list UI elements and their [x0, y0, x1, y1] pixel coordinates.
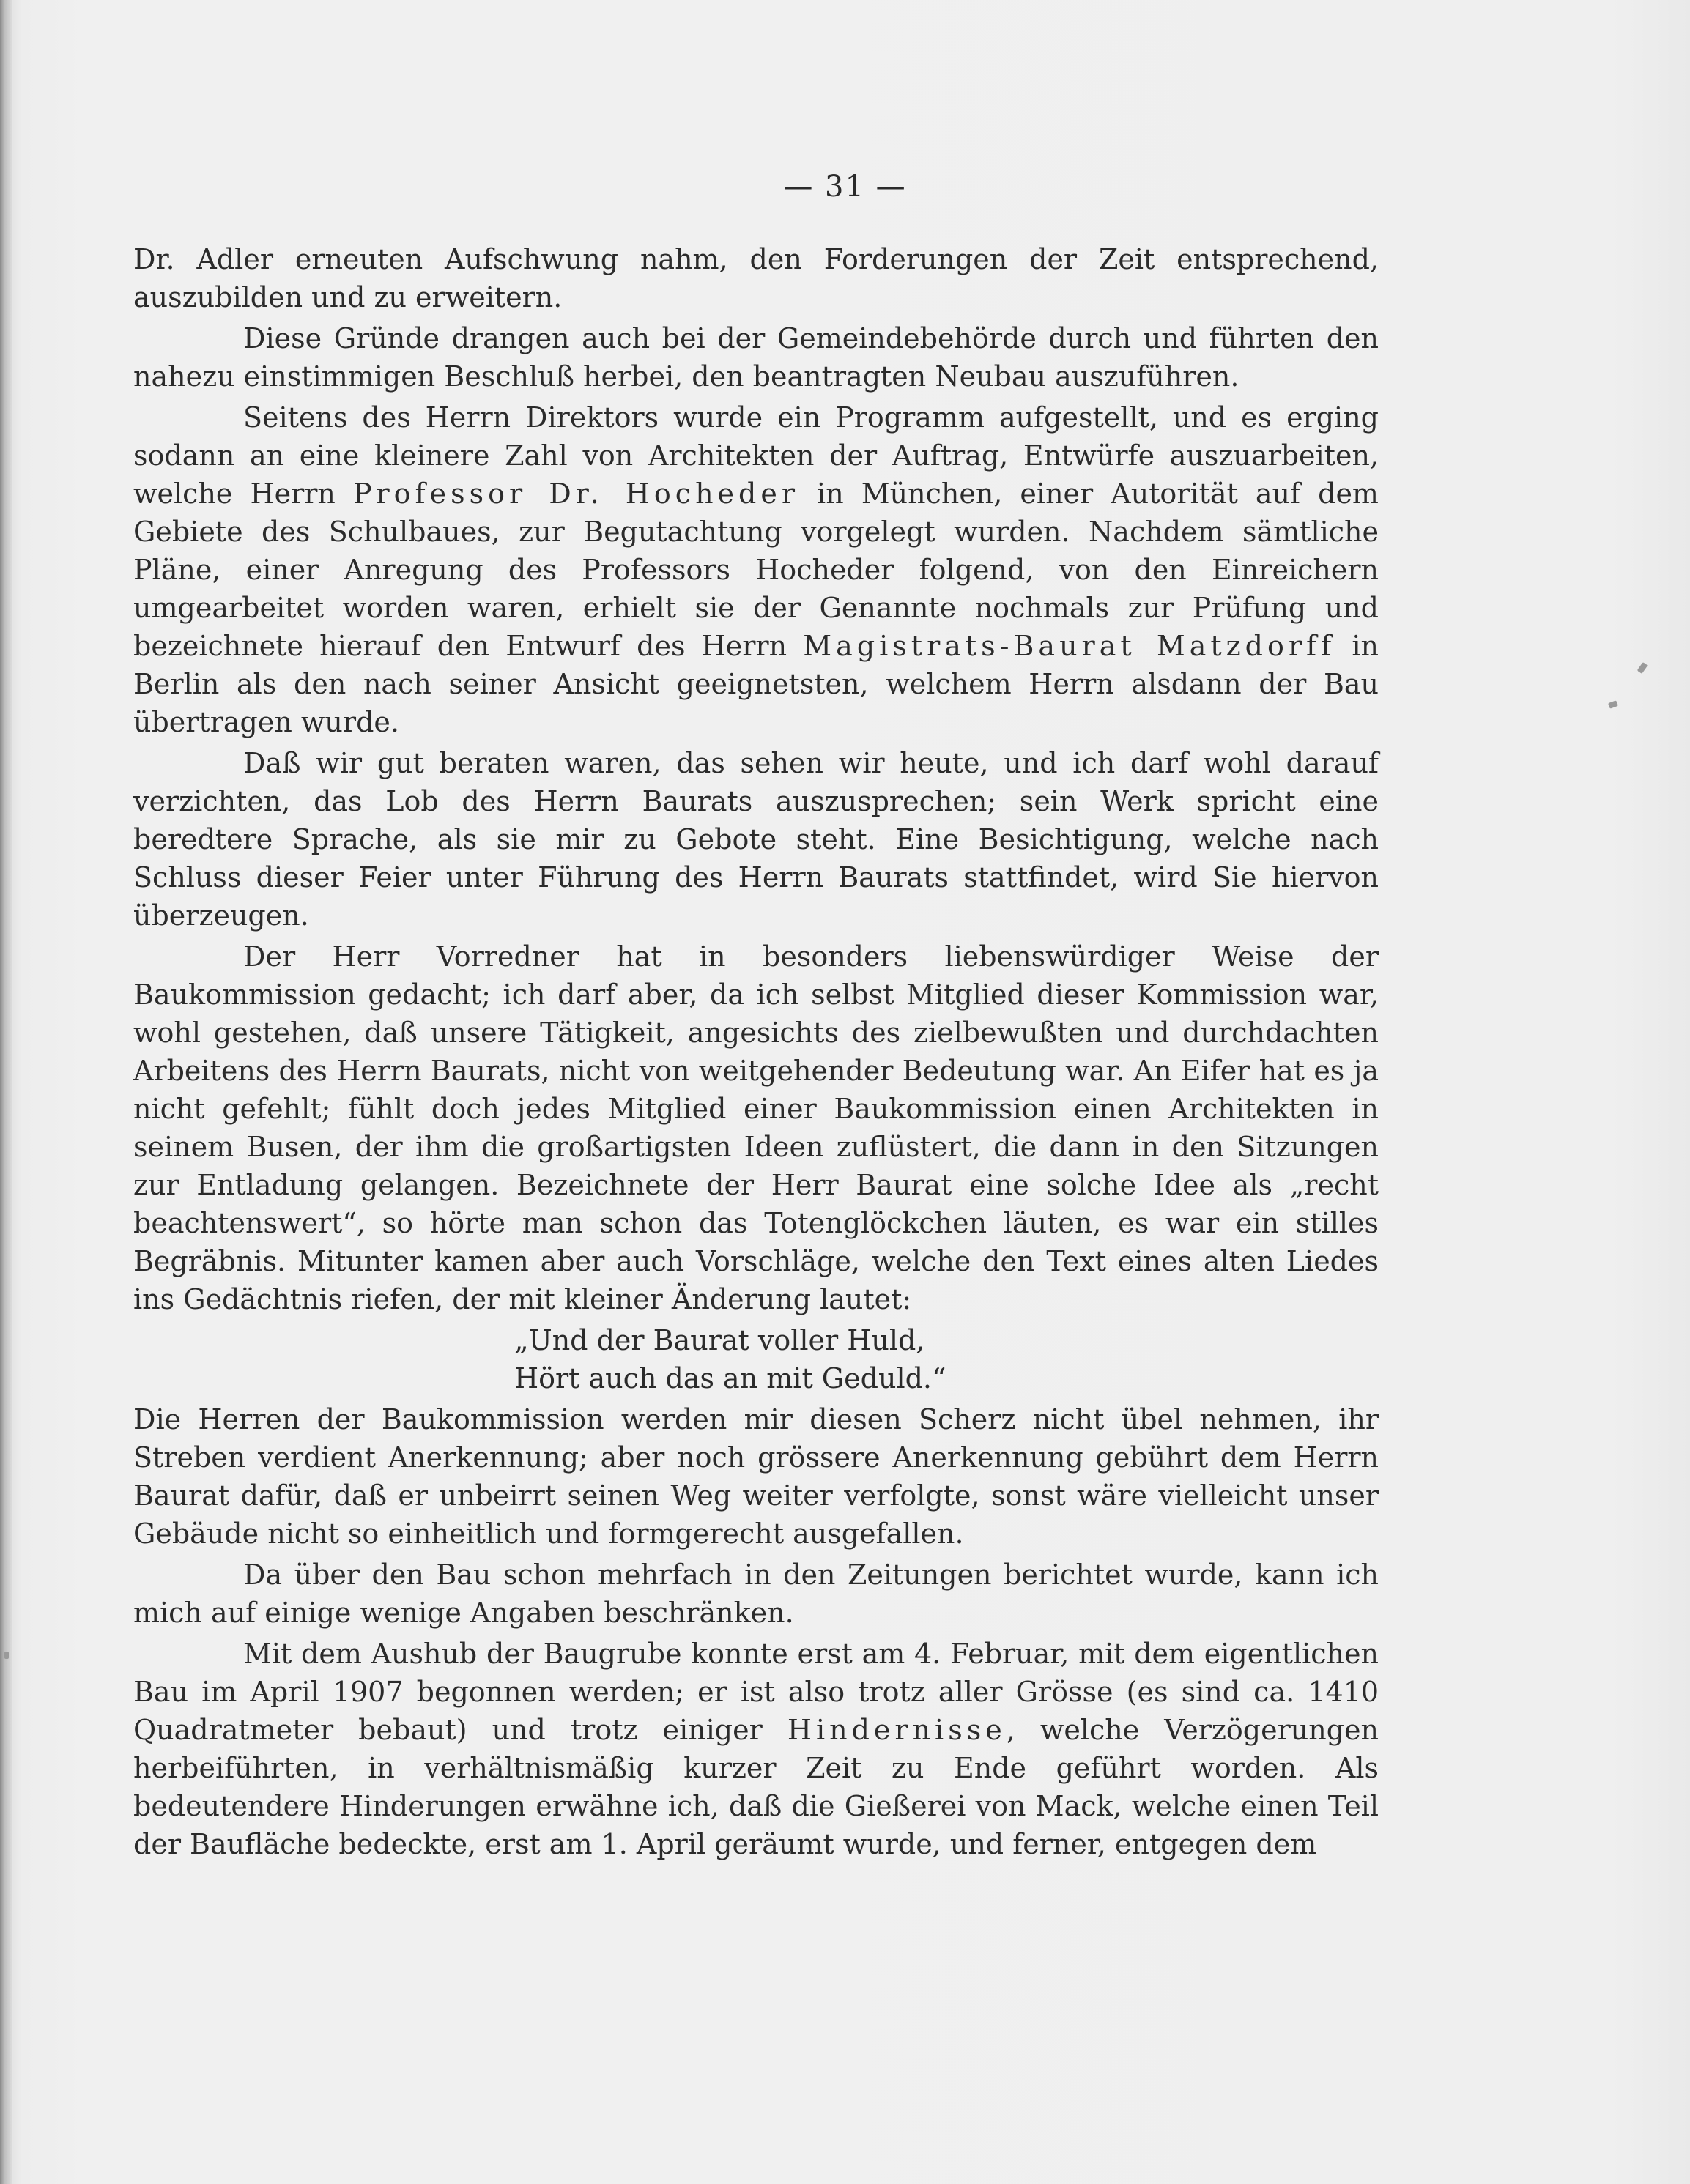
scan-speck: [1637, 662, 1648, 674]
scan-speck: [1608, 700, 1618, 709]
paragraph-3: [133, 398, 1379, 741]
paragraph-1: Dr. Adler erneuten Aufschwung nahm, den Forderungen der Zeit entsprechend, auszubilden und zu erweitern.: [133, 243, 1379, 313]
verse-line-1: „Und der Baurat voller Huld,: [514, 1324, 925, 1356]
paragraph-2: Diese Gründe drangen auch bei der Gemeindebehörde durch und führten den nahezu einstimmigen Beschluß herbei, den beantragten Neubau auszuführen.: [133, 322, 1379, 393]
paragraph-8-part-a: Mit dem Aushub der Baugrube konnte erst am 4. Februar, mit dem eigentlichen Bau im April 1907 begonnen werden; er ist also trotz aller Grösse (es sind ca. 1410 Quadratmeter bebaut) und trotz einiger: [133, 1638, 1379, 1746]
paragraph-7: Da über den Bau schon mehrfach in den Zeitungen berichtet wurde, kann ich mich auf einige wenige Angaben beschränken.: [133, 1559, 1379, 1629]
verse-quote: [514, 1321, 1379, 1397]
paragraph-8-part-b: , welche Verzögerungen herbeiführten, in verhältnismäßig kurzer Zeit zu Ende geführt worden. Als bedeutendere Hinderungen erwähne ich, daß die Gießerei von Mack, welche einen Teil der Baufläche bedeckte, erst am 1. April geräumt wurde, und ferner, entgegen dem: [133, 1714, 1379, 1860]
paragraph-3-part-c: in Berlin als den nach seiner Ansicht geeignetsten, welchem Herrn alsdann der Bau übertragen wurde.: [133, 630, 1379, 738]
paragraph-6: Die Herren der Baukommission werden mir diesen Scherz nicht übel nehmen, ihr Streben verdient Anerkennung; aber noch grössere Anerkennung gebührt dem Herrn Baurat dafür, daß er unbeirrt seinen Weg weiter verfolgte, sonst wäre vielleicht unser Gebäude nicht so einheitlich und formgerecht ausgefallen.: [133, 1403, 1379, 1550]
paragraph-3-part-b: in München, einer Autorität auf dem Gebiete des Schulbaues, zur Begutachtung vorgelegt wurden. Nachdem sämtliche Pläne, einer Anregung des Professors Hocheder folgend, von den Einreichern umgearbeitet worden waren, erhielt sie der Genannte nochmals zur Prüfung und bezeichnete hierauf den Entwurf des Herrn: [133, 478, 1379, 662]
paragraph-5: Der Herr Vorredner hat in besonders liebenswürdiger Weise der Baukommission gedacht; ich darf aber, da ich selbst Mitglied dieser Kommission war, wohl gestehen, daß unsere Tätigkeit, angesichts des zielbewußten und durchdachten Arbeitens des Herrn Baurats, nicht von weitgehender Bedeutung war. An Eifer hat es ja nicht gefehlt; fühlt doch jedes Mitglied einer Baukommission einen Architekten in seinem Busen, der ihm die großartigsten Ideen zuflüstert, die dann in den Sitzungen zur Entladung gelangen. Bezeichnete der Herr Baurat eine solche Idee als „recht beachtenswert“, so hörte man schon das Totenglöckchen läuten, es war ein stilles Begräbnis. Mitunter kamen aber auch Vorschläge, welche den Text eines alten Liedes ins Gedächtnis riefen, der mit kleiner Änderung lautet:: [133, 940, 1379, 1315]
paragraph-4: Daß wir gut beraten waren, das sehen wir heute, und ich darf wohl darauf verzichten, das Lob des Herrn Baurats auszusprechen; sein Werk spricht eine beredtere Sprache, als sie mir zu Gebote steht. Eine Besichtigung, welche nach Schluss dieser Feier unter Führung des Herrn Baurats stattfindet, wird Sie hiervon überzeugen.: [133, 747, 1379, 932]
paragraph-8: [133, 1635, 1379, 1863]
name-baurat-matzdorff: Magistrats-Baurat Matzdorff: [803, 630, 1336, 662]
name-professor-hocheder: Professor Dr. Hocheder: [352, 478, 800, 510]
binding-edge: [0, 0, 12, 2184]
scan-speck: [4, 1652, 9, 1659]
body-text: [133, 240, 1379, 1866]
page-number: — 31 —: [783, 170, 907, 204]
paragraph-3-part-a: Seitens des Herrn Direktors wurde ein Programm aufgestellt, und es erging sodann an eine kleinere Zahl von Architekten der Auftrag, Entwürfe auszuarbeiten, welche Herrn: [133, 401, 1379, 510]
verse-line-2: Hört auch das an mit Geduld.“: [514, 1362, 946, 1394]
word-hindernisse: Hindernisse: [787, 1714, 1007, 1746]
